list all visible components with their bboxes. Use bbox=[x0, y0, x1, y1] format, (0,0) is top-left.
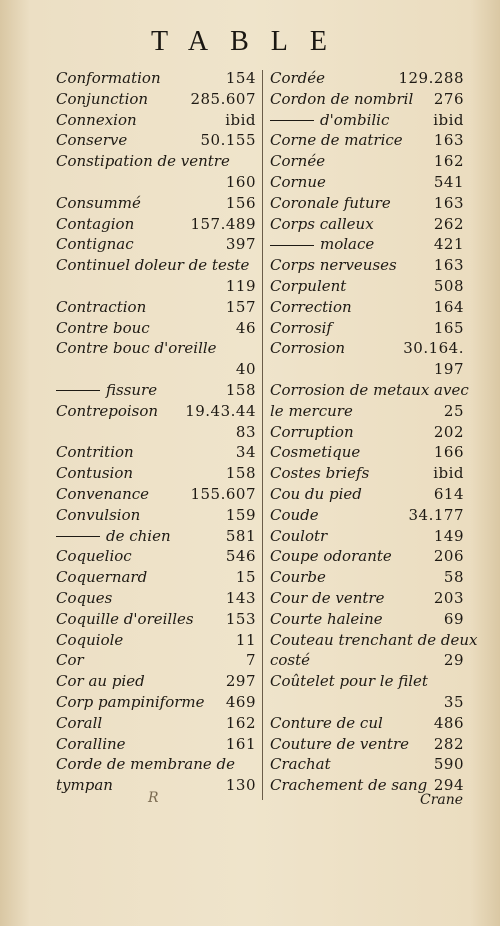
page-reference: 262 bbox=[433, 214, 464, 233]
index-entry bbox=[56, 422, 256, 443]
page-reference: 508 bbox=[433, 276, 464, 295]
index-entry bbox=[270, 193, 464, 214]
index-entry bbox=[270, 68, 464, 89]
index-term-text: Coude bbox=[270, 505, 319, 524]
index-term bbox=[270, 214, 374, 235]
index-term-text: de chien bbox=[106, 526, 171, 545]
index-entry bbox=[56, 567, 256, 588]
index-entry bbox=[270, 484, 464, 505]
index-entry bbox=[56, 359, 256, 380]
page-reference: 397 bbox=[225, 235, 256, 254]
index-entry bbox=[56, 89, 256, 110]
page-reference: 158 bbox=[225, 380, 256, 399]
page-reference: 159 bbox=[225, 505, 256, 524]
index-entry bbox=[56, 297, 256, 318]
page-reference: 163 bbox=[433, 131, 464, 150]
index-term bbox=[270, 151, 325, 172]
page-reference: 486 bbox=[433, 713, 464, 732]
index-term-text: Consummé bbox=[56, 193, 141, 212]
page-reference: 157 bbox=[225, 297, 256, 316]
index-term bbox=[270, 588, 384, 609]
page-reference: ibid bbox=[433, 110, 464, 129]
index-term-text: Contusion bbox=[56, 464, 134, 483]
page-reference: 11 bbox=[235, 630, 256, 649]
page-reference: 19.43.44 bbox=[185, 401, 256, 420]
index-entry bbox=[270, 255, 464, 276]
index-term-text: Contrition bbox=[56, 443, 134, 462]
index-term-text: Contagion bbox=[56, 214, 135, 233]
index-term-text: Corde de membrane de bbox=[56, 755, 235, 774]
index-term bbox=[56, 255, 249, 276]
index-entry bbox=[56, 526, 256, 547]
index-term-text: Crachement de sang bbox=[270, 776, 428, 795]
index-term bbox=[56, 193, 141, 214]
index-term-text: Cordée bbox=[270, 69, 326, 87]
index-term-text: molace bbox=[320, 235, 375, 254]
index-term bbox=[270, 775, 427, 796]
index-term bbox=[270, 318, 332, 339]
index-term bbox=[56, 338, 217, 359]
index-term-text: Coquelioc bbox=[56, 547, 132, 566]
index-term-text: Corne de matrice bbox=[270, 131, 403, 150]
index-term-text: Coûtelet pour le filet bbox=[270, 672, 428, 691]
page-title: TABLE bbox=[151, 26, 349, 57]
index-term bbox=[56, 463, 133, 484]
page-reference: 421 bbox=[433, 235, 464, 254]
index-term-text: Convulsion bbox=[56, 505, 141, 524]
index-term bbox=[270, 526, 327, 547]
page-reference: 25 bbox=[443, 401, 464, 420]
page-reference: 40 bbox=[235, 360, 256, 379]
page-reference: 285.607 bbox=[190, 89, 256, 108]
index-column-left bbox=[56, 68, 256, 796]
index-term bbox=[270, 671, 428, 692]
index-entry bbox=[56, 442, 256, 463]
page-reference: 7 bbox=[245, 651, 256, 670]
index-term-text: Cor bbox=[56, 651, 84, 670]
index-entry bbox=[56, 276, 256, 297]
index-term bbox=[56, 401, 158, 422]
index-term bbox=[270, 338, 345, 359]
index-term bbox=[56, 234, 134, 255]
index-term bbox=[270, 754, 331, 775]
index-term-text: Conformation bbox=[56, 69, 161, 87]
index-term-text: Constipation de ventre bbox=[56, 152, 230, 171]
index-term bbox=[56, 754, 235, 775]
index-entry bbox=[56, 713, 256, 734]
page-reference: 129.288 bbox=[398, 69, 464, 87]
index-term-text: Connexion bbox=[56, 110, 137, 129]
index-entry bbox=[270, 463, 464, 484]
index-term-text: Contre bouc d'oreille bbox=[56, 339, 217, 358]
page-reference: 165 bbox=[433, 318, 464, 337]
index-entry bbox=[270, 692, 464, 713]
index-term bbox=[56, 442, 134, 463]
index-term-text: Cor au pied bbox=[56, 672, 145, 691]
index-term bbox=[56, 151, 230, 172]
page-reference: 590 bbox=[433, 755, 464, 774]
index-column-right bbox=[270, 68, 478, 796]
index-entry bbox=[56, 172, 256, 193]
index-entry bbox=[56, 505, 256, 526]
page-reference: 69 bbox=[443, 609, 464, 628]
index-term bbox=[56, 734, 126, 755]
index-term-text: Corall bbox=[56, 713, 103, 732]
index-term-text: Contignac bbox=[56, 235, 134, 254]
index-term bbox=[56, 380, 157, 401]
page-reference: 203 bbox=[433, 588, 464, 607]
page-reference: 157.489 bbox=[190, 214, 256, 233]
index-term bbox=[270, 484, 362, 505]
index-term bbox=[56, 671, 145, 692]
catchword: Crane bbox=[420, 792, 464, 808]
index-term-text: Corruption bbox=[270, 422, 354, 441]
index-entry bbox=[270, 567, 464, 588]
index-entry bbox=[270, 89, 464, 110]
index-term bbox=[56, 650, 84, 671]
page-reference: 29 bbox=[443, 651, 464, 670]
index-entry bbox=[270, 130, 464, 151]
index-term-text: Cour de ventre bbox=[270, 588, 385, 607]
index-entry bbox=[56, 650, 256, 671]
index-term-text: Conjunction bbox=[56, 89, 149, 108]
index-term-text: Convenance bbox=[56, 484, 150, 503]
index-entry bbox=[270, 297, 464, 318]
index-term-text: Courte haleine bbox=[270, 609, 383, 628]
index-entry bbox=[270, 650, 464, 671]
page-reference: 541 bbox=[433, 172, 464, 191]
index-term-text: Cordon de nombril bbox=[270, 89, 414, 108]
page-reference: 154 bbox=[225, 69, 256, 87]
index-term-text: Corpulent bbox=[270, 276, 347, 295]
index-entry bbox=[56, 609, 256, 630]
page-reference: 156 bbox=[225, 193, 256, 212]
index-term-text: Conture de cul bbox=[270, 713, 383, 732]
page-reference: 163 bbox=[433, 193, 464, 212]
page-reference: 163 bbox=[433, 256, 464, 275]
index-term bbox=[270, 422, 354, 443]
index-term-text: tympan bbox=[56, 776, 113, 795]
index-term bbox=[270, 713, 383, 734]
index-entry bbox=[56, 734, 256, 755]
index-term-text: Cosmetique bbox=[270, 443, 361, 462]
ditto-dash bbox=[270, 245, 314, 246]
index-term bbox=[56, 692, 205, 713]
index-entry bbox=[270, 234, 464, 255]
index-entry bbox=[56, 151, 256, 172]
index-entry bbox=[270, 609, 464, 630]
page-reference: 161 bbox=[225, 734, 256, 753]
index-term-text: Corrosion de metaux avec bbox=[270, 380, 469, 399]
page-reference: 297 bbox=[225, 672, 256, 691]
index-term-text: fissure bbox=[106, 380, 158, 399]
index-term-text: Couteau trenchant de deux bbox=[270, 630, 478, 649]
index-term bbox=[270, 650, 310, 671]
page-reference: 15 bbox=[235, 568, 256, 587]
page-reference: ibid bbox=[433, 464, 464, 483]
index-term bbox=[270, 380, 469, 401]
index-term-text: Contre bouc bbox=[56, 318, 150, 337]
index-entry bbox=[56, 380, 256, 401]
index-term-text: Coulotr bbox=[270, 526, 328, 545]
page-reference: 197 bbox=[433, 360, 464, 379]
index-entry bbox=[270, 276, 464, 297]
page-reference: 83 bbox=[235, 422, 256, 441]
page-reference: 282 bbox=[433, 734, 464, 753]
index-term-text: Coquiole bbox=[56, 630, 124, 649]
index-entry bbox=[56, 401, 256, 422]
index-term-text: Contrepoison bbox=[56, 401, 159, 420]
index-term-text: Contraction bbox=[56, 297, 147, 316]
index-entry bbox=[56, 671, 256, 692]
index-term bbox=[56, 318, 150, 339]
index-term-text: le mercure bbox=[270, 401, 353, 420]
page-reference: 50.155 bbox=[200, 131, 256, 150]
index-entry bbox=[270, 630, 478, 651]
index-term-text: Coronale future bbox=[270, 193, 391, 212]
index-term bbox=[270, 630, 478, 651]
index-term-text: Courbe bbox=[270, 568, 326, 587]
index-entry bbox=[270, 671, 464, 692]
index-term-text: Cornée bbox=[270, 152, 326, 171]
index-entry bbox=[56, 234, 256, 255]
index-entry bbox=[56, 110, 256, 131]
index-term bbox=[270, 734, 409, 755]
page-reference: 160 bbox=[225, 172, 256, 191]
index-term bbox=[270, 609, 383, 630]
index-term-text: Couture de ventre bbox=[270, 734, 410, 753]
page-reference: 149 bbox=[433, 526, 464, 545]
index-entry bbox=[270, 172, 464, 193]
index-entry bbox=[56, 130, 256, 151]
index-entry bbox=[56, 588, 256, 609]
index-term bbox=[270, 505, 319, 526]
index-term bbox=[270, 567, 326, 588]
index-term-text: Corp pampiniforme bbox=[56, 692, 205, 711]
page-reference: 35 bbox=[443, 692, 464, 711]
page-reference: 202 bbox=[433, 422, 464, 441]
index-term-text: Corrosif bbox=[270, 318, 332, 337]
index-entry bbox=[56, 214, 256, 235]
page-reference: 158 bbox=[225, 464, 256, 483]
index-entry bbox=[56, 630, 256, 651]
index-term bbox=[56, 588, 112, 609]
index-term bbox=[56, 526, 171, 547]
index-entry bbox=[56, 193, 256, 214]
index-term-text: Coquille d'oreilles bbox=[56, 609, 194, 628]
index-term bbox=[56, 68, 161, 89]
page-reference: ibid bbox=[225, 110, 256, 129]
page-reference: 155.607 bbox=[190, 484, 256, 503]
index-term bbox=[270, 68, 325, 89]
index-term bbox=[56, 713, 102, 734]
page-reference: 153 bbox=[225, 609, 256, 628]
page-reference: 294 bbox=[433, 776, 464, 795]
index-term bbox=[56, 775, 113, 796]
index-term-text: Crachat bbox=[270, 755, 331, 774]
index-entry bbox=[270, 546, 464, 567]
index-entry bbox=[56, 463, 256, 484]
index-term bbox=[270, 193, 391, 214]
page-reference: 119 bbox=[225, 276, 256, 295]
index-term bbox=[270, 276, 346, 297]
index-entry bbox=[56, 338, 256, 359]
page-reference: 614 bbox=[433, 484, 464, 503]
index-term-text: Coques bbox=[56, 588, 113, 607]
page-reference: 546 bbox=[225, 547, 256, 566]
page-reference: 34 bbox=[235, 443, 256, 462]
index-entry bbox=[270, 318, 464, 339]
index-term bbox=[56, 297, 146, 318]
index-term bbox=[270, 110, 389, 131]
page-reference: 46 bbox=[235, 318, 256, 337]
page-reference: 30.164. bbox=[403, 339, 464, 358]
page-reference: 130 bbox=[225, 776, 256, 795]
index-term bbox=[56, 630, 123, 651]
page-reference: 164 bbox=[433, 297, 464, 316]
index-entry bbox=[56, 754, 256, 775]
index-entry bbox=[56, 255, 256, 276]
index-term-text: Corps calleux bbox=[270, 214, 374, 233]
page-reference: 166 bbox=[433, 443, 464, 462]
index-entry bbox=[56, 546, 256, 567]
page-reference: 143 bbox=[225, 588, 256, 607]
page-reference: 581 bbox=[225, 526, 256, 545]
index-entry bbox=[270, 442, 464, 463]
index-entry bbox=[270, 505, 464, 526]
index-term bbox=[270, 297, 352, 318]
index-entry bbox=[270, 110, 464, 131]
index-term bbox=[270, 463, 369, 484]
index-term bbox=[270, 546, 392, 567]
index-term bbox=[270, 172, 326, 193]
index-term-text: Coupe odorante bbox=[270, 547, 392, 566]
index-entry bbox=[270, 401, 464, 422]
index-entry bbox=[270, 338, 464, 359]
index-entry bbox=[56, 692, 256, 713]
index-term-text: Corrosion bbox=[270, 339, 346, 358]
ditto-dash bbox=[56, 536, 100, 537]
index-term-text: Cornue bbox=[270, 172, 326, 191]
index-entry bbox=[270, 380, 469, 401]
index-term bbox=[270, 130, 403, 151]
index-term-text: Conserve bbox=[56, 131, 128, 150]
signature-mark: R bbox=[148, 790, 159, 806]
index-term-text: Coralline bbox=[56, 734, 126, 753]
index-entry bbox=[270, 214, 464, 235]
index-term bbox=[56, 89, 148, 110]
ditto-dash bbox=[270, 120, 314, 121]
page-reference: 469 bbox=[225, 692, 256, 711]
index-term bbox=[270, 442, 360, 463]
page-reference: 206 bbox=[433, 547, 464, 566]
page-reference: 162 bbox=[433, 152, 464, 171]
index-term-text: d'ombilic bbox=[320, 110, 390, 129]
index-entry bbox=[270, 588, 464, 609]
page-reference: 162 bbox=[225, 713, 256, 732]
index-term bbox=[270, 255, 397, 276]
index-term-text: Corps nerveuses bbox=[270, 256, 397, 275]
index-entry bbox=[270, 754, 464, 775]
page-reference: 276 bbox=[433, 89, 464, 108]
page-reference: 34.177 bbox=[408, 505, 464, 524]
index-term bbox=[56, 505, 140, 526]
index-entry bbox=[56, 68, 256, 89]
index-entry bbox=[270, 359, 464, 380]
page-reference: 58 bbox=[443, 568, 464, 587]
index-entry bbox=[270, 734, 464, 755]
index-term bbox=[56, 110, 137, 131]
ditto-dash bbox=[56, 390, 100, 391]
index-entry bbox=[270, 151, 464, 172]
index-term-text: Coquernard bbox=[56, 568, 148, 587]
index-entry bbox=[270, 713, 464, 734]
index-entry bbox=[56, 318, 256, 339]
column-divider bbox=[262, 70, 263, 800]
index-term bbox=[56, 214, 134, 235]
index-term bbox=[56, 609, 194, 630]
index-term bbox=[270, 89, 413, 110]
index-term-text: Correction bbox=[270, 297, 352, 316]
index-term-text: Costes briefs bbox=[270, 464, 370, 483]
index-term bbox=[56, 567, 147, 588]
index-entry bbox=[270, 526, 464, 547]
index-term-text: costé bbox=[270, 651, 311, 670]
index-term bbox=[56, 484, 149, 505]
index-term-text: Continuel doleur de teste bbox=[56, 256, 250, 275]
index-term-text: Cou du pied bbox=[270, 484, 362, 503]
index-term bbox=[56, 130, 127, 151]
index-term bbox=[56, 546, 132, 567]
index-entry bbox=[270, 422, 464, 443]
index-entry bbox=[56, 484, 256, 505]
index-term bbox=[270, 234, 374, 255]
index-term bbox=[270, 401, 353, 422]
